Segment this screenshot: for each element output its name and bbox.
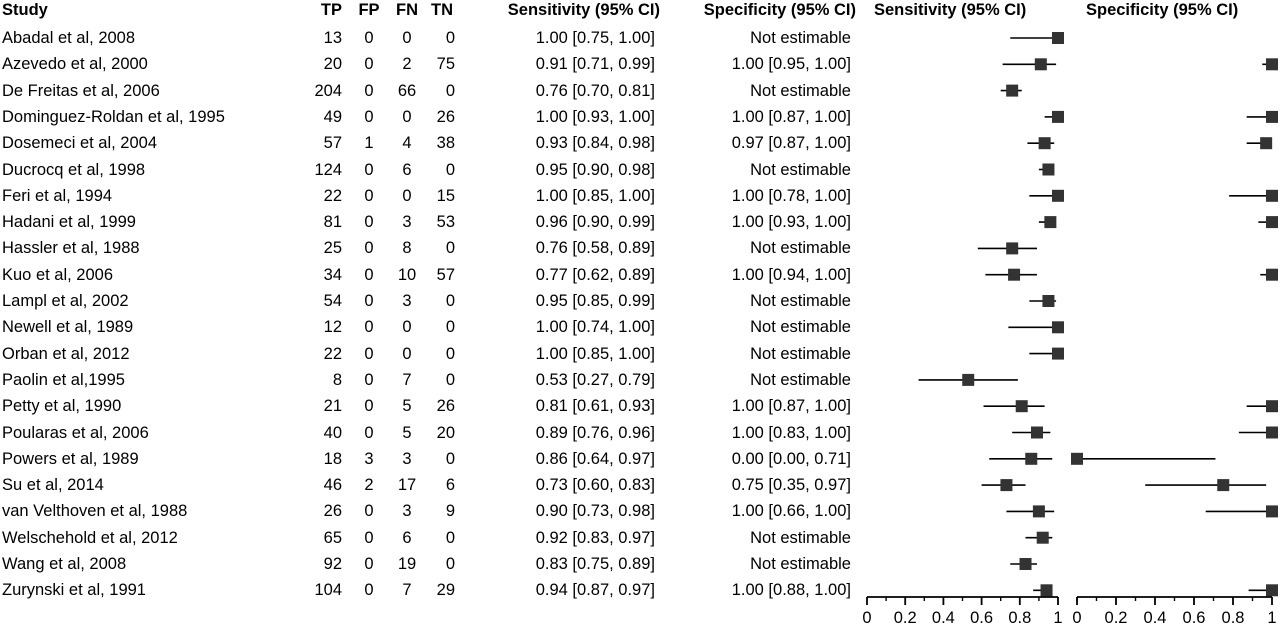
sensitivity-ci: 0.95 [0.85, 0.99]: [535, 292, 655, 310]
study-name: Dosemeci et al, 2004: [2, 134, 158, 153]
sensitivity-ci: 0.90 [0.73, 0.98]: [535, 502, 655, 521]
fn-value: 3: [402, 292, 412, 310]
sens-point: [1008, 269, 1020, 281]
fn-value: 17: [397, 476, 417, 495]
sens-tick-label: 1: [1053, 609, 1063, 624]
sens-point: [1044, 216, 1056, 228]
fn-value: 0: [402, 29, 412, 47]
fp-value: 0: [364, 160, 374, 179]
study-name: Hassler et al, 1988: [2, 239, 140, 258]
sens-point: [1042, 295, 1054, 307]
sensitivity-ci: 0.83 [0.75, 0.89]: [535, 555, 655, 573]
tp-value: 18: [323, 449, 342, 468]
sensitivity-ci: 1.00 [0.75, 1.00]: [535, 29, 655, 47]
study-name: Wang et al, 2008: [2, 555, 127, 573]
study-name: Zurynski et al, 1991: [2, 581, 146, 600]
spec-point: [1266, 505, 1278, 517]
tn-value: 0: [445, 160, 455, 179]
sensitivity-ci: 0.76 [0.70, 0.81]: [535, 81, 655, 100]
spec-tick-label: 0.2: [1104, 609, 1128, 624]
sens-point: [1052, 111, 1064, 123]
spec-point: [1217, 479, 1229, 491]
tp-value: 54: [323, 292, 342, 310]
tn-value: 0: [445, 29, 455, 47]
fp-value: 0: [364, 318, 374, 337]
sens-point: [1052, 321, 1064, 333]
tn-value: 0: [445, 370, 455, 389]
tn-value: 0: [445, 449, 455, 468]
tp-value: 22: [323, 344, 342, 363]
tp-value: 57: [323, 134, 342, 153]
specificity-ci: 0.97 [0.87, 1.00]: [731, 134, 851, 153]
specificity-ci: 1.00 [0.88, 1.00]: [731, 581, 851, 600]
tp-value: 21: [323, 397, 342, 416]
fn-value: 6: [402, 528, 412, 547]
specificity-ci: 1.00 [0.87, 1.00]: [731, 397, 851, 416]
sensitivity-ci: 0.93 [0.84, 0.98]: [535, 134, 655, 153]
tn-value: 53: [436, 213, 455, 232]
specificity-ci: Not estimable: [750, 318, 851, 337]
study-name: Newell et al, 1989: [2, 318, 134, 337]
header-sensitivity-plot: Sensitivity (95% CI): [874, 1, 1027, 19]
header-tp: TP: [320, 1, 342, 19]
specificity-ci: Not estimable: [750, 81, 851, 100]
sensitivity-ci: 0.76 [0.58, 0.89]: [535, 239, 655, 258]
fp-value: 2: [364, 476, 374, 495]
specificity-ci: Not estimable: [750, 370, 851, 389]
specificity-ci: 1.00 [0.93, 1.00]: [731, 213, 851, 232]
fp-value: 0: [364, 107, 374, 126]
tn-value: 57: [436, 265, 455, 284]
fn-value: 6: [402, 160, 412, 179]
spec-point: [1266, 190, 1278, 202]
sensitivity-ci: 0.73 [0.60, 0.83]: [535, 476, 655, 495]
fp-value: 3: [364, 449, 374, 468]
study-name: Su et al, 2014: [2, 476, 104, 495]
fp-value: 1: [364, 134, 374, 153]
tn-value: 0: [445, 292, 455, 310]
sens-point: [1016, 400, 1028, 412]
fn-value: 5: [402, 397, 412, 416]
study-name: van Velthoven et al, 1988: [2, 502, 188, 521]
sensitivity-ci: 0.91 [0.71, 0.99]: [535, 55, 655, 74]
tp-value: 81: [323, 213, 342, 232]
specificity-ci: Not estimable: [750, 160, 851, 179]
sensitivity-ci: 1.00 [0.93, 1.00]: [535, 107, 655, 126]
tn-value: 38: [436, 134, 455, 153]
fn-value: 0: [402, 186, 412, 205]
sensitivity-ci: 1.00 [0.74, 1.00]: [535, 318, 655, 337]
study-name: Welschehold et al, 2012: [2, 528, 178, 547]
study-name: Paolin et al,1995: [2, 370, 125, 389]
fn-value: 7: [402, 370, 412, 389]
fn-value: 0: [402, 318, 412, 337]
fn-value: 3: [402, 449, 412, 468]
sensitivity-ci: 0.81 [0.61, 0.93]: [535, 397, 655, 416]
sens-point: [1042, 164, 1054, 176]
header-specificity-plot: Specificity (95% CI): [1086, 1, 1239, 19]
specificity-ci: 1.00 [0.95, 1.00]: [731, 55, 851, 74]
sens-tick-label: 0.6: [970, 609, 994, 624]
tn-value: 0: [445, 344, 455, 363]
fn-value: 5: [402, 423, 412, 442]
sens-point: [1020, 558, 1032, 570]
study-name: De Freitas et al, 2006: [2, 81, 160, 100]
sens-point: [1033, 505, 1045, 517]
sensitivity-ci: 0.96 [0.90, 0.99]: [535, 213, 655, 232]
tn-value: 29: [436, 581, 455, 600]
specificity-ci: 1.00 [0.66, 1.00]: [731, 502, 851, 521]
sensitivity-ci: 1.00 [0.85, 1.00]: [535, 186, 655, 205]
tn-value: 0: [445, 81, 455, 100]
spec-point: [1071, 453, 1083, 465]
tp-value: 8: [332, 370, 342, 389]
sens-point: [1006, 85, 1018, 97]
study-name: Poularas et al, 2006: [2, 423, 149, 442]
fp-value: 0: [364, 581, 374, 600]
fp-value: 0: [364, 265, 374, 284]
fn-value: 8: [402, 239, 412, 258]
header-sensitivity: Sensitivity (95% CI): [507, 1, 660, 19]
fn-value: 19: [397, 555, 417, 573]
specificity-ci: 1.00 [0.94, 1.00]: [731, 265, 851, 284]
sens-tick-label: 0.4: [931, 609, 955, 624]
spec-point: [1266, 111, 1278, 123]
fp-value: 0: [364, 370, 374, 389]
tp-value: 25: [323, 239, 342, 258]
tn-value: 9: [445, 502, 455, 521]
sens-point: [1052, 190, 1064, 202]
study-name: Dominguez-Roldan et al, 1995: [2, 107, 225, 126]
fn-value: 0: [402, 107, 412, 126]
sens-point: [1052, 348, 1064, 360]
sensitivity-ci: 0.92 [0.83, 0.97]: [535, 528, 655, 547]
tn-value: 15: [436, 186, 455, 205]
fp-value: 0: [364, 344, 374, 363]
spec-tick-label: 1: [1267, 609, 1277, 624]
study-name: Azevedo et al, 2000: [2, 55, 148, 74]
fn-value: 3: [402, 213, 412, 232]
tp-value: 104: [314, 581, 342, 600]
fp-value: 0: [364, 29, 374, 47]
tp-value: 22: [323, 186, 342, 205]
spec-point: [1266, 216, 1278, 228]
sens-point: [1000, 479, 1012, 491]
study-name: Orban et al, 2012: [2, 344, 130, 363]
study-name: Hadani et al, 1999: [2, 213, 136, 232]
header-fn: FN: [396, 1, 418, 19]
tp-value: 26: [323, 502, 342, 521]
header-specificity: Specificity (95% CI): [703, 1, 856, 19]
tp-value: 13: [323, 29, 342, 47]
sens-tick-label: 0.2: [893, 609, 917, 624]
fn-value: 4: [402, 134, 412, 153]
tp-value: 65: [323, 528, 342, 547]
fn-value: 3: [402, 502, 412, 521]
tn-value: 26: [436, 107, 455, 126]
sens-point: [1039, 137, 1051, 149]
specificity-ci: 1.00 [0.83, 1.00]: [731, 423, 851, 442]
fp-value: 0: [364, 81, 374, 100]
tn-value: 75: [436, 55, 455, 74]
fn-value: 2: [402, 55, 412, 74]
specificity-ci: 1.00 [0.87, 1.00]: [731, 107, 851, 126]
spec-point: [1266, 58, 1278, 70]
tn-value: 26: [436, 397, 455, 416]
sens-point: [1035, 58, 1047, 70]
tp-value: 20: [323, 55, 342, 74]
study-name: Abadal et al, 2008: [2, 29, 136, 47]
tp-value: 12: [323, 318, 342, 337]
specificity-ci: Not estimable: [750, 239, 851, 258]
fn-value: 10: [397, 265, 417, 284]
fp-value: 0: [364, 55, 374, 74]
tp-value: 46: [323, 476, 342, 495]
tp-value: 49: [323, 107, 342, 126]
fp-value: 0: [364, 555, 374, 573]
spec-tick-label: 0: [1072, 609, 1082, 624]
fp-value: 0: [364, 292, 374, 310]
tn-value: 0: [445, 555, 455, 573]
sens-tick-label: 0.8: [1008, 609, 1032, 624]
tn-value: 0: [445, 239, 455, 258]
spec-point: [1266, 400, 1278, 412]
study-name: Lampl et al, 2002: [2, 292, 129, 310]
tn-value: 0: [445, 528, 455, 547]
specificity-ci: Not estimable: [750, 292, 851, 310]
sensitivity-ci: 0.53 [0.27, 0.79]: [535, 370, 655, 389]
fp-value: 0: [364, 397, 374, 416]
sens-point: [1052, 32, 1064, 44]
sensitivity-ci: 0.77 [0.62, 0.89]: [535, 265, 655, 284]
tp-value: 40: [323, 423, 342, 442]
fp-value: 0: [364, 502, 374, 521]
specificity-ci: 0.00 [0.00, 0.71]: [731, 449, 851, 468]
spec-point: [1266, 584, 1278, 596]
tp-value: 92: [323, 555, 342, 573]
specificity-ci: Not estimable: [750, 528, 851, 547]
sensitivity-ci: 0.95 [0.90, 0.98]: [535, 160, 655, 179]
sensitivity-ci: 1.00 [0.85, 1.00]: [535, 344, 655, 363]
study-name: Feri et al, 1994: [2, 186, 113, 205]
tp-value: 34: [323, 265, 342, 284]
sens-point: [1037, 532, 1049, 544]
fp-value: 0: [364, 186, 374, 205]
spec-tick-label: 0.6: [1182, 609, 1206, 624]
fp-value: 0: [364, 423, 374, 442]
header-fp: FP: [358, 1, 380, 19]
tn-value: 20: [436, 423, 455, 442]
header-study: Study: [2, 1, 48, 19]
fn-value: 66: [397, 81, 417, 100]
spec-point: [1266, 269, 1278, 281]
sens-point: [1025, 453, 1037, 465]
study-name: Powers et al, 1989: [2, 449, 139, 468]
spec-point: [1266, 427, 1278, 439]
header-tn: TN: [431, 1, 453, 19]
sensitivity-ci: 0.86 [0.64, 0.97]: [535, 449, 655, 468]
tn-value: 0: [445, 318, 455, 337]
study-name: Ducrocq et al, 1998: [2, 160, 146, 179]
fn-value: 0: [402, 344, 412, 363]
sensitivity-ci: 0.89 [0.76, 0.96]: [535, 423, 655, 442]
sens-point: [962, 374, 974, 386]
specificity-ci: 0.75 [0.35, 0.97]: [731, 476, 851, 495]
sens-point: [1041, 584, 1053, 596]
study-name: Petty et al, 1990: [2, 397, 122, 416]
fp-value: 0: [364, 528, 374, 547]
fp-value: 0: [364, 239, 374, 258]
specificity-ci: Not estimable: [750, 555, 851, 573]
sensitivity-ci: 0.94 [0.87, 0.97]: [535, 581, 655, 600]
tp-value: 204: [314, 81, 342, 100]
tp-value: 124: [314, 160, 342, 179]
specificity-ci: 1.00 [0.78, 1.00]: [731, 186, 851, 205]
tn-value: 6: [445, 476, 455, 495]
spec-tick-label: 0.8: [1221, 609, 1245, 624]
specificity-ci: Not estimable: [750, 344, 851, 363]
spec-point: [1260, 137, 1272, 149]
fp-value: 0: [364, 213, 374, 232]
sens-tick-label: 0: [862, 609, 872, 624]
spec-tick-label: 0.4: [1143, 609, 1167, 624]
study-name: Kuo et al, 2006: [2, 265, 114, 284]
fn-value: 7: [402, 581, 412, 600]
specificity-ci: Not estimable: [750, 29, 851, 47]
sens-point: [1006, 242, 1018, 254]
sens-point: [1031, 427, 1043, 439]
